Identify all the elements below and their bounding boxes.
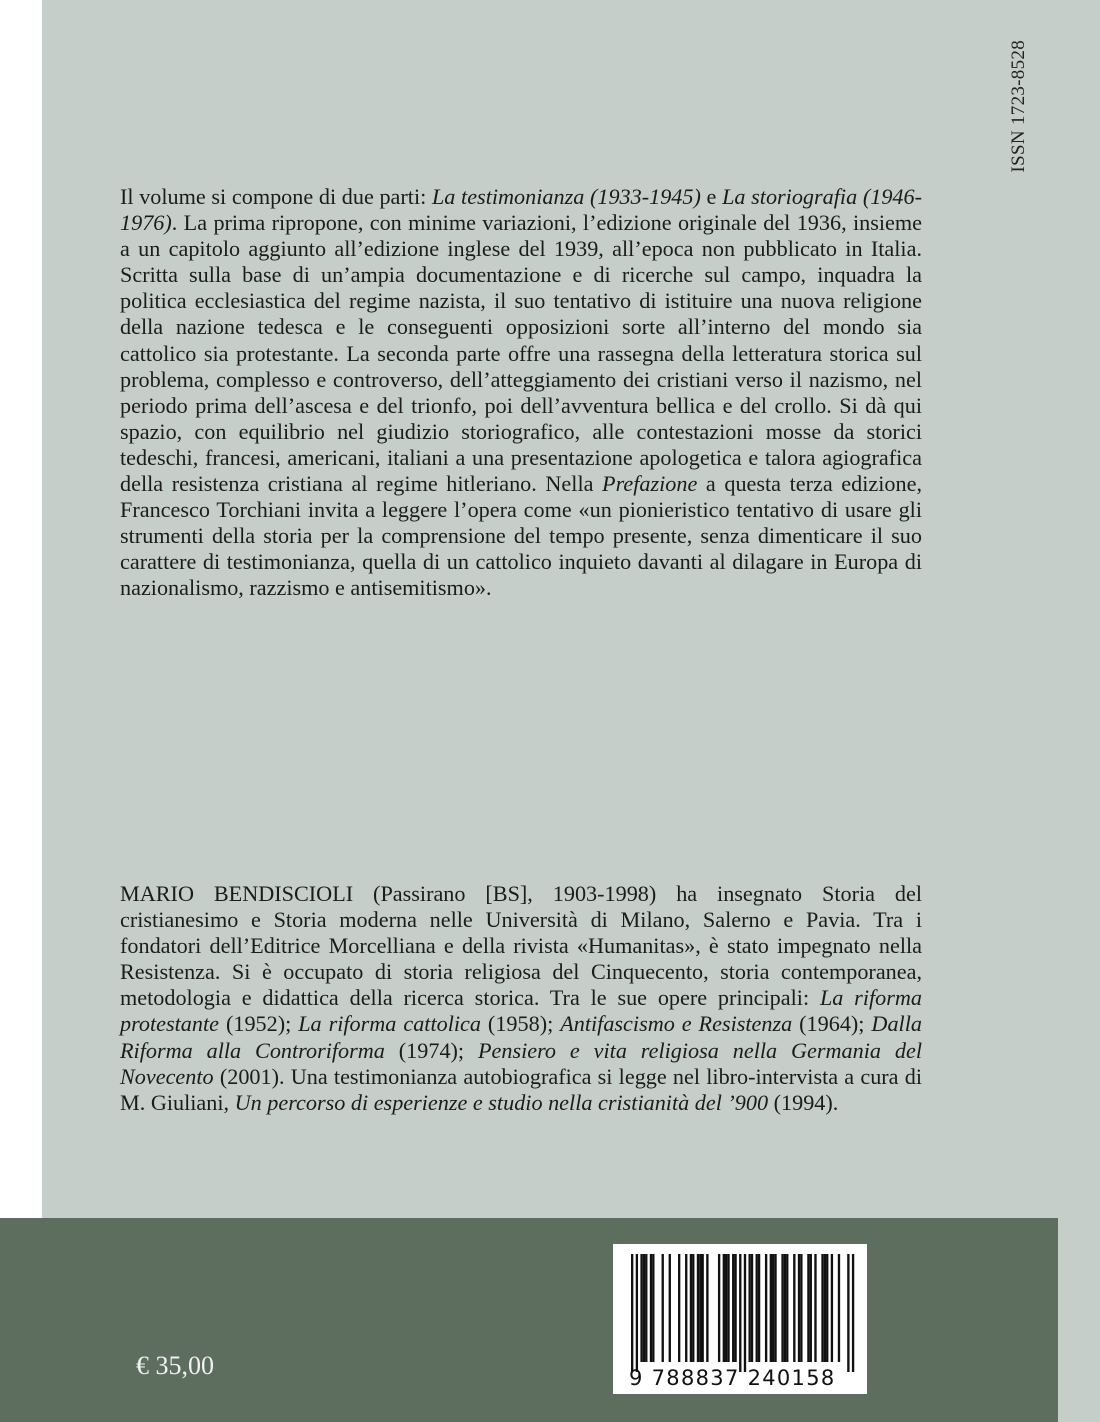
- barcode-bar: [765, 1254, 767, 1362]
- barcode-bar: [734, 1254, 736, 1362]
- barcode-bar: [650, 1254, 652, 1362]
- barcode-bar: [636, 1254, 638, 1372]
- barcode-bar: [751, 1254, 753, 1362]
- barcode-bar: [784, 1254, 786, 1362]
- barcode-bar: [640, 1254, 642, 1362]
- barcode-bar: [643, 1254, 645, 1362]
- description-text: e: [700, 184, 723, 209]
- bottom-band: [0, 1218, 1058, 1422]
- work-title: Pensiero e vita religiosa nella Germania del Novecento: [120, 1037, 922, 1089]
- barcode-bar: [723, 1254, 725, 1362]
- bio-text: MARIO BENDISCIOLI (Passirano [BS], 1903-1998) ha insegnato Storia del cristianesimo e Storia moderna nelle Università di Milano, Salerno e Pavia. Tra i fondatori dell’Editrice Morcelliana e della rivista «Humanitas», è stato impegnato nella Resistenza. Si è occupato di storia religiosa del Cinquecento, storia contemporanea, metodologia e didattica della ricerca storica. Tra le sue opere principali:: [120, 881, 922, 1011]
- barcode-bar: [838, 1254, 840, 1362]
- barcode-bar: [793, 1254, 795, 1362]
- author-biography: [120, 881, 922, 1116]
- work-title: La riforma protestante: [120, 985, 922, 1037]
- work-title: La riforma cattolica: [298, 1011, 481, 1037]
- barcode-bar: [631, 1254, 633, 1372]
- barcode-bar: [756, 1254, 758, 1362]
- description-text: Il volume si compone di due parti:: [120, 184, 432, 209]
- barcode-bar: [810, 1254, 812, 1362]
- barcode-bar: [744, 1254, 746, 1372]
- barcode-bar: [800, 1254, 802, 1362]
- barcode-bar: [645, 1254, 647, 1362]
- bio-text: (1974);: [384, 1037, 478, 1063]
- barcode-bar: [732, 1254, 734, 1362]
- barcode-bar: [749, 1254, 751, 1362]
- barcode-bar: [706, 1254, 708, 1362]
- barcode-bar: [772, 1254, 774, 1362]
- issn-label: ISSN 1723-8528: [1008, 40, 1029, 173]
- barcode-bar: [770, 1254, 772, 1362]
- bio-text: (1952);: [219, 1011, 299, 1037]
- barcode-bar: [774, 1254, 776, 1362]
- work-title: Dalla Riforma alla Controriforma: [120, 1011, 922, 1063]
- barcode-bar: [852, 1254, 854, 1372]
- barcode: [613, 1244, 867, 1394]
- part-one-title: La testimonianza (1933-1945): [431, 184, 701, 209]
- barcode-bar: [699, 1254, 701, 1362]
- bio-text: (1994).: [768, 1089, 839, 1115]
- part-two-title: La storiografia (1946-1976): [120, 184, 922, 236]
- barcode-bar: [847, 1254, 849, 1372]
- barcode-bar: [662, 1254, 664, 1362]
- barcode-bar: [697, 1254, 699, 1362]
- bio-text: (1958);: [480, 1011, 561, 1037]
- barcode-bar: [807, 1254, 809, 1362]
- barcode-bar: [685, 1254, 687, 1362]
- barcode-bar: [781, 1254, 783, 1362]
- barcode-bar: [824, 1254, 826, 1362]
- barcode-bar: [725, 1254, 727, 1362]
- barcode-bar: [718, 1254, 720, 1362]
- barcode-bar: [798, 1254, 800, 1362]
- barcode-bar: [727, 1254, 729, 1362]
- book-description: [120, 184, 922, 602]
- barcode-bar: [692, 1254, 694, 1362]
- bio-text: (1964);: [792, 1011, 872, 1037]
- barcode-bar: [826, 1254, 828, 1362]
- barcode-bar: [652, 1254, 654, 1362]
- barcode-bar: [786, 1254, 788, 1362]
- price-label: € 35,00: [136, 1351, 214, 1380]
- work-title: Un percorso di esperienze e studio nella cristianità del ’900: [234, 1089, 769, 1115]
- barcode-bar: [821, 1254, 823, 1362]
- description-text: . La prima ripropone, con minime variazioni, l’edizione originale del 1936, insieme a un capitolo aggiunto all’edizione inglese del 1939, all’epoca non pubblicato in Italia. Scritta sulla base di un’ampia documentazione e di ricerche sul campo, inquadra la politica ecclesiastica del regime nazista, il suo tentativo di istituire una nuova religione della nazione tedesca e le conseguenti opposizioni sorte all’interno del mondo sia cattolico sia protestante. La seconda parte offre una rassegna della letteratura storica sul problema, complesso e controverso, dell’atteggiamento dei cristiani verso il nazismo, nel periodo prima dell’ascesa e del trionfo, poi dell’avventura bellica e del crollo. Si dà qui spazio, con equilibrio nel giudizio storiografico, alle contestazioni mosse da storici tedeschi, francesi, americani, italiani a una presentazione apologetica e talora agiografica della resistenza cristiana al regime hitleriano. Nella: [120, 210, 922, 497]
- barcode-digits: 9 788837 240158: [629, 1366, 836, 1390]
- preface-title: Prefazione: [602, 471, 698, 497]
- barcode-bar: [739, 1254, 741, 1372]
- description-text: a questa terza edizione, Francesco Torchiani invita a leggere l’opera come «un pionieristico tentativo di usare gli strumenti della storia per la comprensione del tempo presente, senza dimenticare il suo carattere di testimonianza, quella di un cattolico inquieto davanti al dilagare in Europa di nazionalismo, razzismo e antisemitismo».: [120, 471, 922, 601]
- bio-text: (2001). Una testimonianza autobiografica si legge nel libro-intervista a cura di M. Giuliani,: [120, 1063, 922, 1115]
- work-title: Antifascismo e Resistenza: [560, 1011, 793, 1037]
- barcode-bar: [814, 1254, 816, 1362]
- barcode-bar: [702, 1254, 704, 1362]
- barcode-bar: [690, 1254, 692, 1362]
- barcode-bar: [758, 1254, 760, 1362]
- barcode-bar: [831, 1254, 833, 1362]
- barcode-bar: [669, 1254, 671, 1362]
- barcode-bar: [678, 1254, 680, 1362]
